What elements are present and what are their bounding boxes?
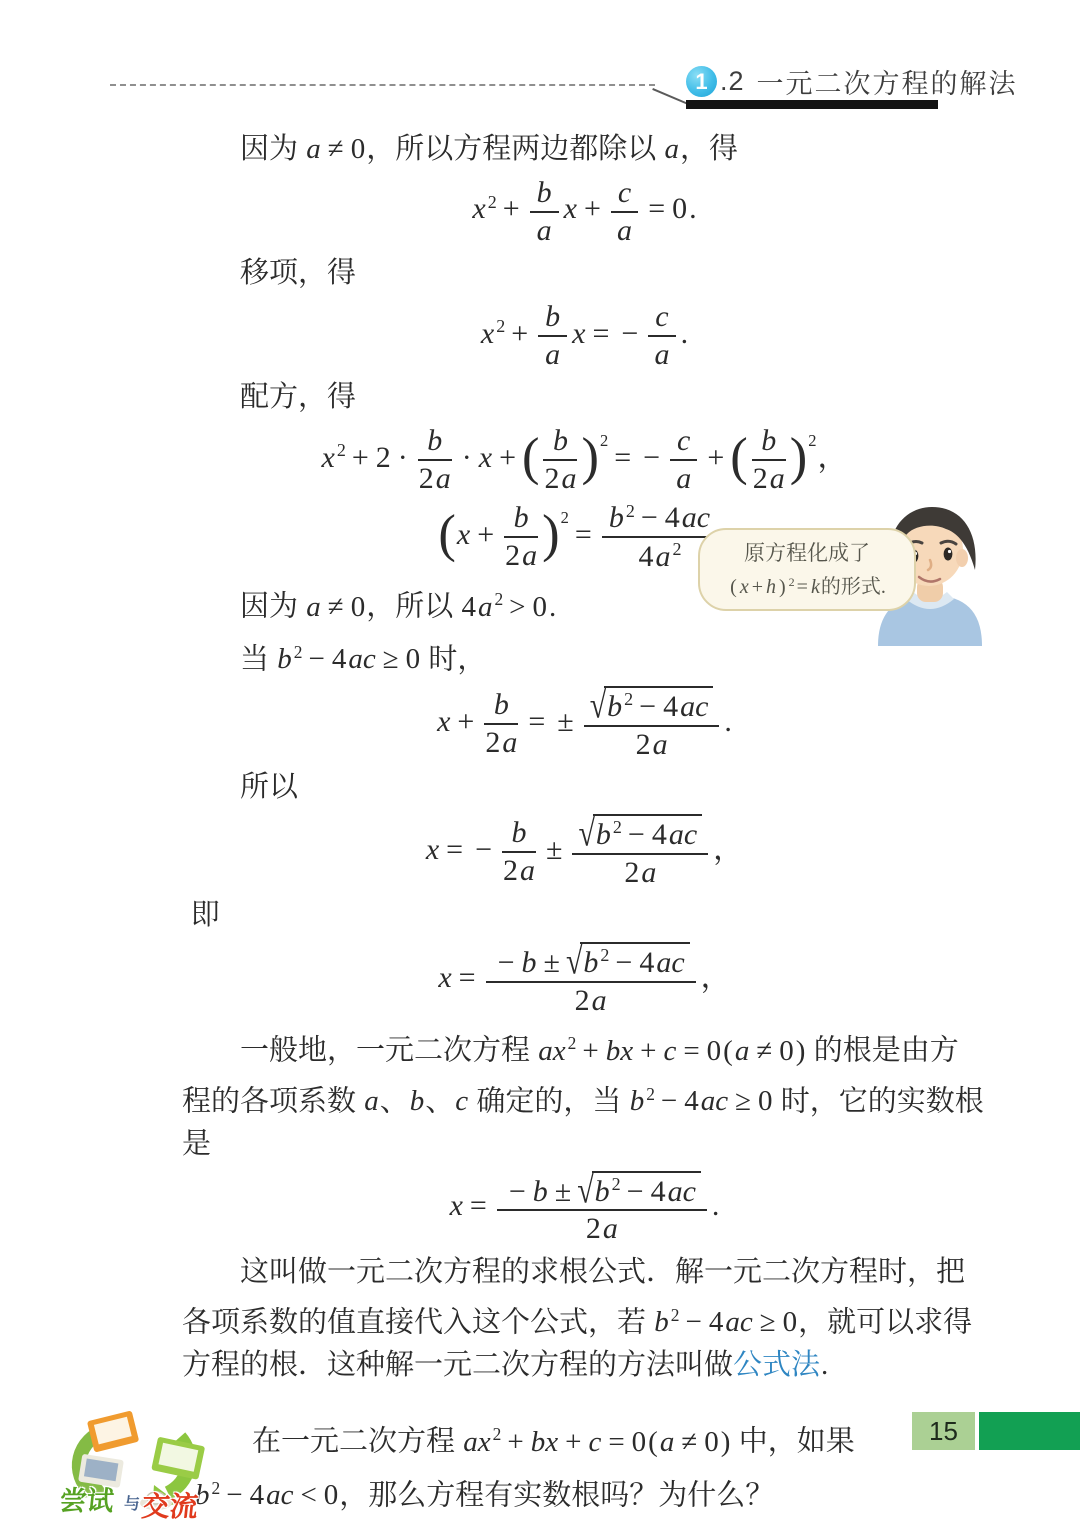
equation-moved-terms: x $^2$ + $\frac{b}{a}$ x = − $\frac{c}{a}$ .	[480, 300, 689, 371]
main-content	[58, 126, 987, 1528]
paragraph-formula-method: 这叫做一元二次方程的求根公式．解一元二次方程时，把各项系数的值直接代入这个公式，若 b $^2$ − 4ac ≥ 0，就可以求得方程的根．这种解一元二次方程的方法叫做公式法.	[182, 1256, 973, 1382]
paragraph-that-is: 即	[190, 899, 220, 932]
try-question-paragraph: 在一元二次方程 ax $^2$ + bx + c = 0(a ≠ 0) 中，如果 b $^2$ − 4ac < 0，那么方程有实数根吗？为什么？	[195, 1424, 855, 1512]
section-header	[686, 62, 1018, 101]
footer-green-bar	[979, 1412, 1080, 1450]
try-and-communicate-section	[58, 1407, 987, 1528]
paragraph-therefore: 所以	[240, 771, 299, 804]
logo-word-with: 与	[124, 1496, 141, 1514]
section-number: .2	[720, 66, 745, 96]
logo-word-communicate: 交流	[140, 1491, 200, 1523]
paragraph-discriminant-condition: 当 b $^2$ − 4ac ≥ 0 时，	[240, 641, 487, 676]
equation-quadratic-formula-restated: x = $\frac{- b \pm √b ^2 - 4ac}{2a}$ .	[449, 1169, 720, 1246]
paragraph-4a2-positive: 因为 a ≠ 0，所以 4a $^2$ > 0.	[240, 589, 557, 623]
paragraph-complete-square: 配方，得	[240, 381, 357, 414]
paragraph-move-terms: 移项，得	[240, 257, 357, 290]
logo-word-try: 尝试	[58, 1486, 116, 1517]
page-number-box	[912, 1412, 975, 1450]
equation-quadratic-formula: x = $\frac{- b \pm √b ^2 - 4ac}{2a}$ ，	[438, 940, 731, 1017]
section-title: 一元二次方程的解法	[756, 69, 1018, 99]
try-communicate-logo	[60, 1399, 220, 1524]
equation-squared-form: (x + $\frac{b}{2a}$ )$^2$= $\frac{b ^2 - 4ac}{4a ^2}$	[182, 501, 987, 574]
equation-normalized: x $^2$ + $\frac{b}{a}$ x + $\frac{c}{a}$ = 0.	[472, 176, 697, 247]
page-number: 15	[929, 1415, 958, 1446]
bubble-line-2: ( x + h ) $^2$ = k的形式.	[730, 575, 886, 599]
equation-completing-square: x $^2$ + 2 · $\frac{b}{2a}$ · x + ( $\frac{b}{2a}$ )$^2$= − $\frac{c}{a}$ + ( $\frac{b}{2a}$ )$^2$，	[321, 424, 848, 495]
speech-bubble	[698, 528, 916, 611]
equation-sqrt-both-sides: x + $\frac{b}{2a}$ = ± $\frac{√b ^2 - 4ac}{2a}$ .	[437, 684, 732, 761]
paragraph-general-statement: 一般地，一元二次方程 ax $^2$ + bx + c = 0(a ≠ 0) 的根是由方程的各项系数 a、b、c 确定的，当 b $^2$ − 4ac ≥ 0 时，它的实数根是	[182, 1033, 984, 1161]
header-dashed-rule	[110, 84, 655, 86]
chapter-number-badge: 1	[686, 66, 717, 97]
equation-x-two-terms: x = − $\frac{b}{2a}$ ± $\frac{√b ^2 - 4ac}{2a}$ ，	[425, 812, 744, 889]
paragraph-divide-by-a: 因为 a ≠ 0，所以方程两边都除以 a，得	[240, 133, 738, 165]
title-underline-bar	[686, 100, 938, 109]
bubble-line-1: 原方程化成了	[744, 541, 870, 565]
